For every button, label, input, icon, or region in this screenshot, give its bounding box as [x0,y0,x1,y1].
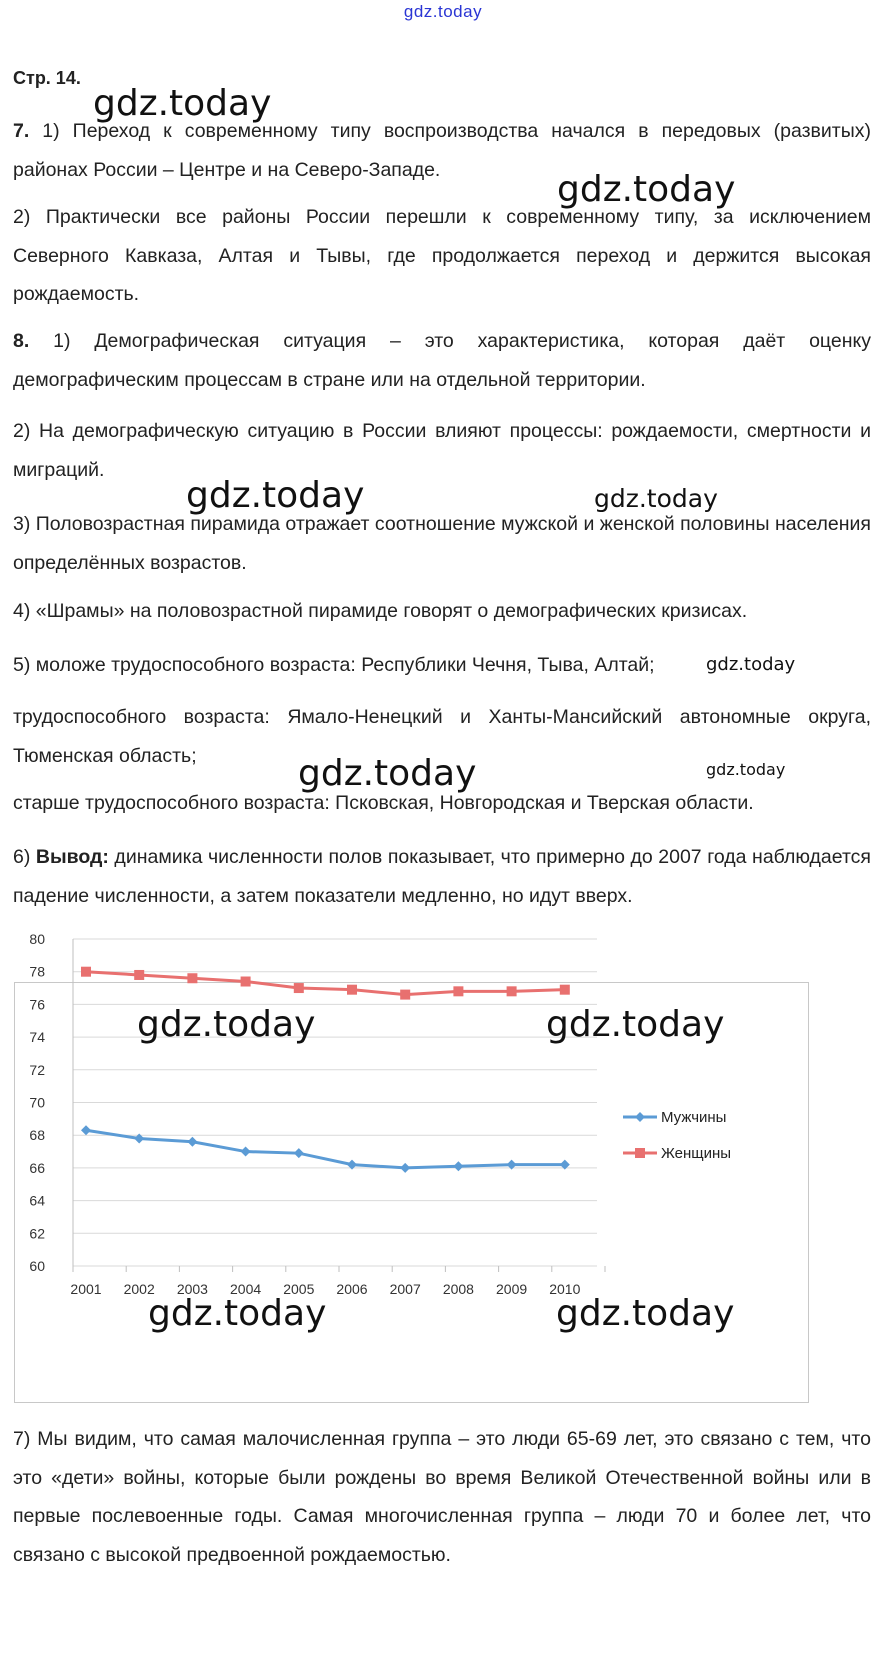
watermark: gdz.today [148,1293,327,1334]
x-tick-label: 2008 [442,1281,474,1297]
q8-p6-prefix: 6) [13,846,36,868]
y-tick-label: 74 [29,1029,45,1046]
y-tick-label: 80 [29,931,45,947]
q7-number: 7. [13,120,30,142]
q8-p6 [13,838,871,915]
q8-p6-text: динамика численности полов показывает, что примерно до 2007 года наблюдается падение численности, а затем показатели медленно, но идут вверх. [13,846,871,907]
series-line-women [86,972,565,995]
q8-p1 [13,322,871,399]
page-title: Стр. 14. [13,68,81,88]
top-watermark: gdz.today [403,2,483,21]
q8-p5a: 5) моложе трудоспособного возраста: Республики Чечня, Тыва, Алтай; [13,654,655,676]
q8-p5b: трудоспособного возраста: Ямало-Ненецкий и Ханты-Мансийский автономные округа, Тюменская область; [13,706,871,767]
data-point-women [347,985,357,995]
x-tick-label: 2009 [496,1281,528,1297]
life-expectancy-chart [14,931,809,1403]
data-point-women [294,983,304,993]
data-point-men [453,1161,463,1171]
chart-svg [15,931,808,1402]
x-tick-label: 2006 [336,1281,368,1297]
x-tick-label: 2010 [549,1281,581,1297]
x-tick-label: 2003 [176,1281,208,1297]
y-tick-label: 62 [29,1225,45,1242]
q8-number: 8. [13,330,30,352]
data-point-women [241,977,251,987]
legend-marker [635,1112,645,1122]
q8-p4: 4) «Шрамы» на половозрастной пирамиде говорят о демографических кризисах. [13,600,748,622]
watermark: gdz.today [706,654,796,675]
watermark: gdz.today [186,475,365,516]
watermark: gdz.today [556,1293,735,1334]
x-tick-label: 2002 [123,1281,155,1297]
watermark: gdz.today [594,484,718,513]
watermark: gdz.today [137,1004,316,1045]
watermark: gdz.today [557,169,736,210]
y-tick-label: 60 [29,1258,45,1274]
legend-marker [635,1148,645,1158]
data-point-women [134,970,144,980]
data-point-men [400,1163,410,1173]
data-point-women [81,967,91,977]
q7-p2: 2) Практически все районы России перешли к современному типу, за исключением Северного Кавказа, Алтая и Тывы, где продолжается переход и держится высокая рождаемость. [13,206,871,305]
q8-p3: 3) Половозрастная пирамида отражает соотношение мужской и женской половины населения определённых возрастов. [13,513,871,574]
legend-label: Мужчины [661,1109,727,1126]
y-tick-label: 72 [29,1061,45,1078]
data-point-women [507,986,517,996]
q8-p2: 2) На демографическую ситуацию в России влияют процессы: рождаемости, смертности и миграций. [13,420,871,481]
data-point-women [453,986,463,996]
data-point-women [187,973,197,983]
q8-p1-text: 1) Демографическая ситуация – это характеристика, которая даёт оценку демографическим процессам в стране или на отдельной территории. [13,330,871,391]
data-point-women [400,990,410,1000]
q7-p1-text: 1) Переход к современному типу воспроизводства начался в передовых (развитых) районах России – Центре и на Северо-Западе. [13,120,871,181]
y-tick-label: 68 [29,1127,45,1144]
y-tick-label: 70 [29,1094,45,1111]
data-point-men [81,1125,91,1135]
data-point-women [560,985,570,995]
x-tick-label: 2007 [389,1281,421,1297]
y-tick-label: 78 [29,963,45,980]
watermark: gdz.today [706,760,786,779]
x-tick-label: 2004 [230,1281,262,1297]
y-tick-label: 64 [29,1192,45,1209]
y-tick-label: 76 [29,996,45,1013]
data-point-men [187,1137,197,1147]
y-tick-label: 66 [29,1159,45,1176]
watermark: gdz.today [546,1004,725,1045]
data-point-men [294,1148,304,1158]
data-point-men [241,1147,251,1157]
q8-p5c: старше трудоспособного возраста: Псковская, Новгородская и Тверская области. [13,792,754,814]
watermark: gdz.today [93,83,272,124]
q8-p6-bold: Вывод: [35,846,109,868]
x-tick-label: 2001 [70,1281,102,1297]
q8-p7: 7) Мы видим, что самая малочисленная группа – это люди 65-69 лет, это связано с тем, что это «дети» войны, которые были рождены во время Великой Отечественной войны или в первые послевоенные годы. Самая многочисленная группа – люди 70 и более лет, что связано с высокой предвоенной рождаемостью. [13,1428,871,1566]
watermark: gdz.today [298,753,477,794]
legend-label: Женщины [661,1145,732,1162]
x-tick-label: 2005 [283,1281,315,1297]
series-line-men [86,1130,565,1168]
